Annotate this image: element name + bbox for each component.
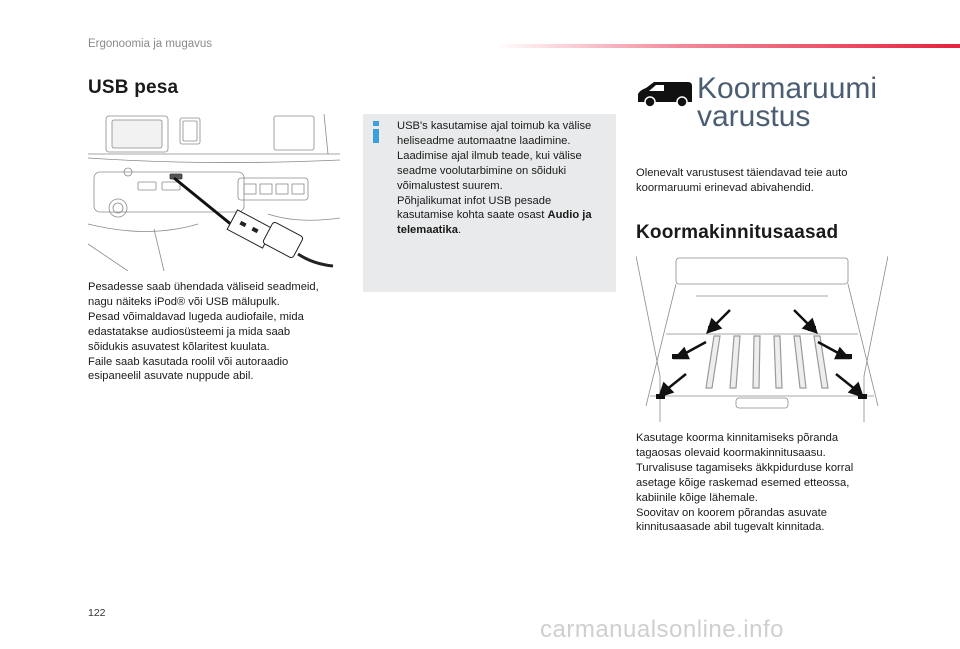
- section-header: Ergonoomia ja mugavus: [88, 38, 213, 50]
- lashing-body-text: [636, 431, 853, 535]
- usb-body-line: Pesadesse saab ühendada väliseid seadmeid,: [88, 281, 319, 293]
- info-line-with-link: [397, 223, 592, 238]
- lashing-body-line: asetage kõige raskemad esemed etteossa,: [636, 476, 850, 489]
- lashing-body-line: kabiinile kõige lähemale.: [636, 491, 758, 504]
- usb-body-line: Pesad võimaldavad lugeda audiofaile, mida: [88, 310, 304, 323]
- usb-body-line: esipaneelil asuvate nuppude abil.: [88, 370, 254, 383]
- info-line: kasutamise kohta saate osast: [397, 209, 545, 222]
- usb-body-line: nagu näiteks iPod® või USB mälupulk.: [88, 295, 280, 308]
- header-accent-line: [495, 44, 960, 48]
- usb-dashboard-illustration: [88, 114, 340, 271]
- cargo-title-line1: Koormaruumi: [697, 72, 878, 105]
- info-line: USB's kasutamise ajal toimub ka välise: [397, 120, 592, 132]
- info-line: seadme voolutarbimine on sõiduki: [397, 164, 567, 177]
- info-line: Laadimise ajal ilmub teade, kui välise: [397, 149, 582, 162]
- cargo-intro-line: koormaruumi erinevad abivahendid.: [636, 181, 814, 194]
- watermark: carmanualsonline.info: [540, 616, 784, 643]
- usb-body-line: edastatakse audiosüsteemi ja mida saab: [88, 325, 291, 338]
- info-text: [397, 119, 592, 238]
- usb-body-text: [88, 280, 319, 384]
- cargo-main-title: [697, 72, 878, 133]
- usb-section-title: USB pesa: [88, 77, 179, 98]
- lashing-section-title: Koormakinnitusaasad: [636, 222, 839, 243]
- info-line: heliseadme automaatne laadimine.: [397, 134, 571, 147]
- lashing-body-line: Turvalisuse tagamiseks äkkpidurduse korral: [636, 461, 854, 474]
- cargo-intro-line: Olenevalt varustusest täiendavad teie auto: [636, 167, 848, 179]
- lashing-body-line: Kasutage koorma kinnitamiseks põranda: [636, 432, 839, 444]
- info-icon: [371, 121, 381, 143]
- lashing-body-line: kinnitusaasade abil tugevalt kinnitada.: [636, 521, 825, 534]
- van-icon: [636, 78, 694, 108]
- info-link-tail: .: [457, 224, 462, 237]
- page-number: 122: [88, 607, 106, 619]
- cargo-floor-illustration: [636, 256, 888, 422]
- cargo-intro-text: [636, 166, 847, 196]
- lashing-body-line: tagaosas olevaid koormakinnitusaasu.: [636, 446, 826, 459]
- info-link-part1[interactable]: Audio ja: [547, 209, 592, 222]
- lashing-body-line: Soovitav on koorem põrandas asuvate: [636, 506, 827, 519]
- cargo-title-line2: varustus: [697, 100, 811, 133]
- usb-body-line: sõidukis asuvatest kõlaritest kuulata.: [88, 340, 270, 353]
- info-line: Põhjalikumat infot USB pesade: [397, 194, 552, 207]
- usb-body-line: Faile saab kasutada roolil või autoraadio: [88, 355, 289, 368]
- info-link-part2[interactable]: telemaatika: [397, 224, 458, 237]
- info-line: võimalustest suurem.: [397, 179, 503, 192]
- info-line-with-link: [397, 208, 592, 223]
